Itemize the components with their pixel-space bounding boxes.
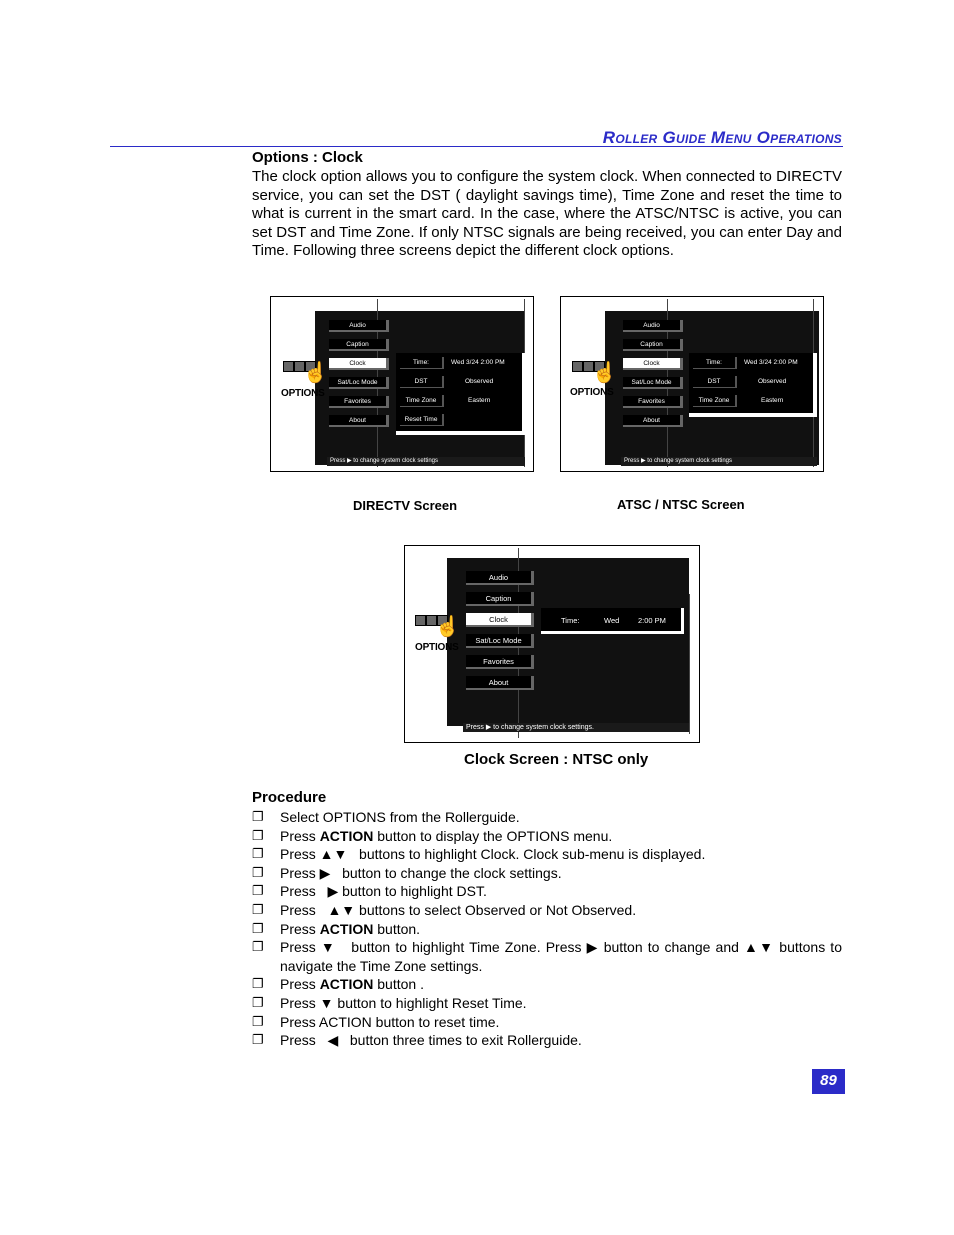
- checkbox-bullet-icon: ❐: [252, 1032, 264, 1048]
- menu-item-sat-loc-mode[interactable]: Sat/Loc Mode: [329, 377, 389, 389]
- clock-submenu: [689, 353, 817, 417]
- intro-paragraph: The clock option allows you to configure the system clock. When connected to DIRECTV service, you can set the DST ( daylight savings time), Time Zone and reset the time to what is current in the smart card. In the case, where the ATSC/NTSC is active, you can set DST and Time Zone. If only NTSC signals are being received, you can enter Day and Time. Following three screens depict the different clock options.: [252, 168, 842, 260]
- menu-item-about[interactable]: About: [329, 415, 389, 427]
- checkbox-bullet-icon: ❐: [252, 994, 264, 1010]
- step-text: Press ▼ button to highlight Reset Time.: [280, 994, 527, 1011]
- submenu-value-time-zone: Eastern: [761, 397, 784, 404]
- step-text: button .: [373, 976, 424, 993]
- procedure-step: [252, 1031, 842, 1050]
- step-text: Press ▼ button to highlight Time Zone. Press ▶ button to change and ▲▼ buttons to navigate the Time Zone settings.: [280, 939, 846, 974]
- directv-screen-caption: DIRECTV Screen: [353, 498, 458, 513]
- ntsc-screen-caption: Clock Screen : NTSC only: [464, 751, 649, 768]
- options-logo-text: OPTIONS: [570, 387, 614, 398]
- checkbox-bullet-icon: ❐: [252, 920, 264, 936]
- logo-square: [283, 361, 294, 372]
- pointing-hand-icon: ☝: [435, 616, 460, 638]
- status-bar: Press ▶ to change system clock settings.: [463, 723, 689, 732]
- submenu-label-dst[interactable]: DST: [693, 376, 737, 388]
- procedure-step: [252, 882, 842, 901]
- submenu-label-dst[interactable]: DST: [400, 376, 444, 388]
- status-bar: Press ▶ to change system clock settings: [621, 457, 817, 466]
- section-title: Roller Guide Menu Operations: [602, 128, 842, 147]
- submenu-label-time[interactable]: Time:: [400, 357, 444, 369]
- step-text: Select OPTIONS from the Rollerguide.: [280, 809, 520, 825]
- procedure-steps: [252, 808, 846, 1050]
- step-emphasis: ACTION: [319, 976, 374, 993]
- menu-item-about[interactable]: About: [623, 415, 683, 427]
- atsc-ntsc-screen-caption: ATSC / NTSC Screen: [617, 497, 745, 512]
- logo-square: [415, 615, 426, 626]
- procedure-step: [252, 901, 842, 920]
- submenu-value-time-zone: Eastern: [468, 397, 491, 404]
- step-text: button to display the OPTIONS menu.: [373, 827, 613, 844]
- step-text: Press ▶ button to highlight DST.: [280, 883, 487, 900]
- page-number: 89: [812, 1069, 845, 1094]
- procedure-step: [252, 845, 842, 864]
- menu-item-clock[interactable]: Clock: [329, 358, 389, 370]
- step-text: button.: [373, 920, 421, 937]
- procedure-heading: Procedure: [252, 789, 327, 806]
- checkbox-bullet-icon: ❐: [252, 939, 264, 955]
- checkbox-bullet-icon: ❐: [252, 976, 264, 992]
- procedure-step: [252, 920, 842, 939]
- submenu-value-dst: Observed: [465, 378, 494, 385]
- menu-item-caption[interactable]: Caption: [329, 339, 389, 351]
- procedure-step: [252, 827, 842, 846]
- step-text: Press ▶ button to change the clock settings.: [280, 864, 562, 881]
- options-clock-heading: Options : Clock: [252, 149, 363, 166]
- menu-item-sat-loc-mode[interactable]: Sat/Loc Mode: [623, 377, 683, 389]
- submenu-label-time[interactable]: Time:: [693, 357, 737, 369]
- checkbox-bullet-icon: ❐: [252, 1013, 264, 1029]
- procedure-step: [252, 994, 842, 1013]
- pointing-hand-icon: ☝: [592, 362, 617, 384]
- step-text: Press ▲▼ buttons to highlight Clock. Clock sub-menu is displayed.: [280, 846, 706, 863]
- atsc-ntsc-screen: [560, 296, 824, 472]
- status-bar: Press ▶ to change system clock settings: [327, 457, 525, 466]
- menu-item-audio[interactable]: Audio: [623, 320, 683, 332]
- checkbox-bullet-icon: ❐: [252, 883, 264, 899]
- clock-submenu: [396, 353, 526, 435]
- submenu-label-time[interactable]: Time:: [561, 616, 580, 625]
- procedure-step: [252, 938, 846, 975]
- menu-item-caption[interactable]: Caption: [466, 592, 534, 606]
- menu-item-audio[interactable]: Audio: [466, 571, 534, 585]
- checkbox-bullet-icon: ❐: [252, 846, 264, 862]
- procedure-step: [252, 864, 842, 883]
- menu-item-clock[interactable]: Clock: [466, 613, 534, 627]
- checkbox-bullet-icon: ❐: [252, 809, 264, 824]
- menu-item-sat-loc-mode[interactable]: Sat/Loc Mode: [466, 634, 534, 648]
- options-logo-text: OPTIONS: [415, 642, 459, 653]
- menu-item-favorites[interactable]: Favorites: [466, 655, 534, 669]
- directv-screen: [270, 296, 534, 472]
- pointing-hand-icon: ☝: [303, 362, 328, 384]
- step-emphasis: ACTION: [319, 827, 374, 844]
- logo-square: [572, 361, 583, 372]
- submenu-value-time[interactable]: 2:00 PM: [638, 616, 666, 625]
- menu-item-audio[interactable]: Audio: [329, 320, 389, 332]
- step-text: Press ACTION button to reset time.: [280, 1013, 500, 1030]
- menu-item-clock[interactable]: Clock: [623, 358, 683, 370]
- submenu-label-time-zone[interactable]: Time Zone: [693, 395, 737, 407]
- menu-item-caption[interactable]: Caption: [623, 339, 683, 351]
- procedure-step: [252, 975, 842, 994]
- step-emphasis: ACTION: [319, 920, 374, 937]
- ntsc-only-screen: [404, 545, 700, 743]
- menu-item-favorites[interactable]: Favorites: [329, 396, 389, 408]
- step-text: Press: [280, 827, 320, 844]
- step-text: Press ◀ button three times to exit Rollerguide.: [280, 1032, 582, 1049]
- clock-submenu: [541, 608, 684, 634]
- menu-item-about[interactable]: About: [466, 676, 534, 690]
- checkbox-bullet-icon: ❐: [252, 864, 264, 880]
- step-text: Press ▲▼ buttons to select Observed or Not Observed.: [280, 901, 637, 918]
- submenu-value-dst: Observed: [758, 378, 787, 385]
- submenu-guide-line: [689, 594, 690, 734]
- menu-item-favorites[interactable]: Favorites: [623, 396, 683, 408]
- submenu-value-day[interactable]: Wed: [604, 616, 620, 625]
- section-divider: [110, 146, 843, 147]
- step-text: Press: [280, 920, 320, 937]
- step-text: Press: [280, 976, 320, 993]
- procedure-step: [252, 808, 842, 827]
- submenu-value-time: Wed 3/24 2:00 PM: [744, 359, 798, 366]
- submenu-label-reset-time[interactable]: Reset Time: [400, 414, 444, 426]
- checkbox-bullet-icon: ❐: [252, 827, 264, 843]
- submenu-value-time: Wed 3/24 2:00 PM: [451, 359, 505, 366]
- submenu-label-time-zone[interactable]: Time Zone: [400, 395, 444, 407]
- options-logo-text: OPTIONS: [281, 388, 325, 399]
- procedure-step: [252, 1013, 842, 1032]
- checkbox-bullet-icon: ❐: [252, 901, 264, 917]
